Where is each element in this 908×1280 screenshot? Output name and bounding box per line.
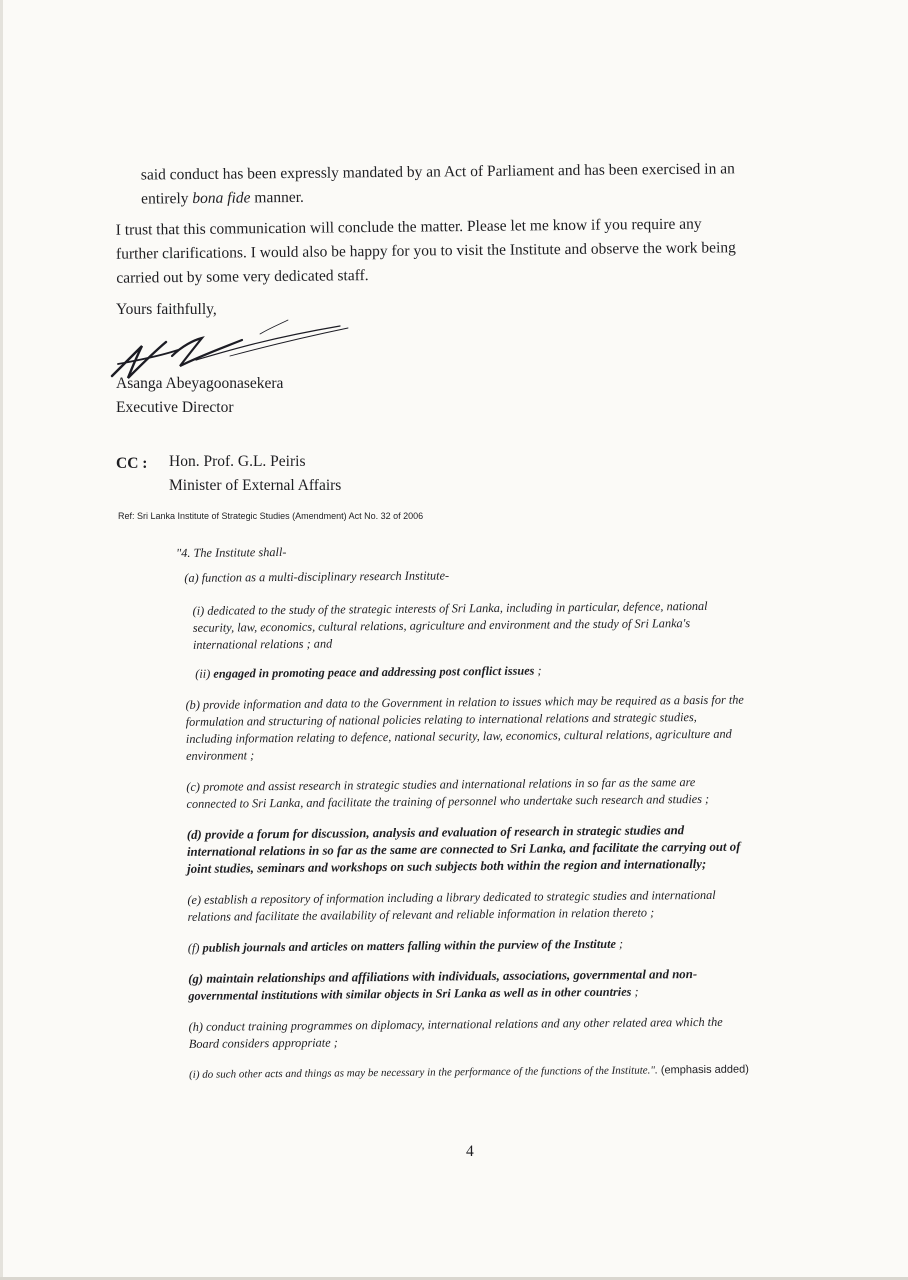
clause-a-i-line3: international relations ; and	[192, 636, 333, 652]
act-clause-d	[187, 821, 821, 878]
clause-b-line1: (b) provide information and data to the Government in relation to issues which may be required as a basis for the	[185, 692, 744, 712]
closing-paragraph-2	[116, 211, 822, 290]
page-number: 4	[466, 1143, 474, 1160]
clause-h-line1: (h) conduct training programmes on diplomacy, international relations and any other related area which the	[188, 1014, 723, 1034]
clause-a-i-line1: (i) dedicated to the study of the strategic interests of Sri Lanka, including in particular, defence, national	[192, 598, 708, 618]
act-clause-i: (i) do such other acts and things as may be necessary in the performance of the functions of the Institute.". (emphasis added)	[189, 1063, 749, 1081]
clause-d-line2: international relations in so far as the same are connected to Sri Lanka, and facilitate the carrying out of	[186, 839, 741, 859]
act-heading: "4. The Institute shall-	[176, 544, 287, 560]
para1-line2: entirely bona fide manner.	[141, 188, 304, 208]
clause-b-line4: environment ;	[185, 748, 255, 763]
cc-name: Hon. Prof. G.L. Peiris	[169, 453, 306, 470]
clause-d-line1: (d) provide a forum for discussion, analysis and evaluation of research in strategic studies and	[186, 823, 685, 842]
clause-h-line2: Board considers appropriate ;	[188, 1035, 338, 1051]
valediction: Yours faithfully,	[116, 301, 217, 318]
act-clause-e	[187, 886, 821, 926]
reference-line: Ref: Sri Lanka Institute of Strategic Studies (Amendment) Act No. 32 of 2006	[118, 511, 424, 521]
para2-line2: further clarifications. I would also be happy for you to visit the Institute and observe the work being	[115, 239, 736, 263]
act-clause-b	[185, 691, 820, 765]
clause-a-i-line2: security, law, economics, cultural relations, agriculture and environment and the study of Sri Lanka's	[192, 616, 691, 635]
closing-paragraph-1	[141, 156, 821, 211]
scan-edge	[0, 0, 3, 1280]
signatory-name: Asanga Abeyagoonasekera	[116, 375, 284, 392]
act-clause-a-i	[193, 597, 817, 654]
act-clause-a-ii: (ii) engaged in promoting peace and addressing post conflict issues ;	[195, 663, 542, 681]
act-clause-f: (f) publish journals and articles on matters falling within the purview of the Institute ;	[187, 936, 624, 955]
clause-d-line3: joint studies, seminars and workshops on such subjects both within the region and internationally;	[187, 856, 707, 876]
act-clause-g	[188, 965, 822, 1005]
clause-g-line2: governmental institutions with similar objects in Sri Lanka as well as in other countries ;	[188, 984, 639, 1003]
clause-e-line2: relations and facilitate the availability of relevant and reliable information in relation thereto ;	[187, 905, 655, 924]
para2-line1: I trust that this communication will conclude the matter. Please let me know if you require any	[115, 215, 702, 239]
cc-label: CC :	[116, 455, 148, 472]
act-clause-a: (a) function as a multi-disciplinary research Institute-	[184, 568, 450, 585]
act-clause-c	[186, 773, 820, 813]
para2-line3: carried out by some very dedicated staff.	[116, 267, 369, 287]
clause-c-line2: connected to Sri Lanka, and facilitate the training of personnel who undertake such research and studies ;	[186, 791, 710, 811]
para1-line1: said conduct has been expressly mandated by an Act of Parliament and has been exercised in an	[140, 160, 735, 184]
act-clause-h	[189, 1013, 823, 1053]
clause-g-line1: (g) maintain relationships and affiliations with individuals, associations, governmental and non-	[188, 967, 698, 986]
cc-title: Minister of External Affairs	[169, 477, 342, 494]
signatory-block	[116, 372, 283, 420]
clause-b-line3: including information relating to defence, national security, law, economics, cultural relations, agriculture and	[185, 726, 732, 746]
clause-e-line1: (e) establish a repository of information including a library dedicated to strategic studies and international	[187, 887, 716, 907]
clause-c-line1: (c) promote and assist research in strategic studies and international relations in so far as the same are	[186, 775, 696, 794]
signatory-title: Executive Director	[116, 399, 234, 416]
act-excerpt	[176, 539, 821, 1084]
clause-b-line2: formulation and structuring of national policies relating to international relations and strategic studies,	[185, 710, 697, 729]
cc-recipient	[169, 450, 341, 498]
